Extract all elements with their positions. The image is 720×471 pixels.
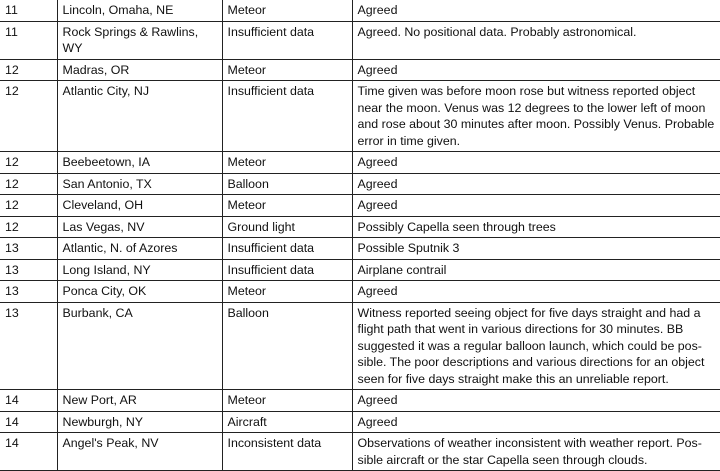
category-cell: Insufficient data <box>222 238 352 260</box>
category-cell: Insufficient data <box>222 81 352 152</box>
day-cell: 12 <box>0 59 57 81</box>
table-row <box>0 302 720 390</box>
day-cell: 13 <box>0 281 57 303</box>
category-cell: Meteor <box>222 390 352 412</box>
remarks-cell: Agreed <box>352 390 720 412</box>
location-cell: San Antonio, TX <box>57 173 222 195</box>
day-cell: 12 <box>0 81 57 152</box>
category-cell: Meteor <box>222 195 352 217</box>
table-row <box>0 238 720 260</box>
category-cell: Inconsistent data <box>222 433 352 471</box>
day-cell: 12 <box>0 173 57 195</box>
table-row <box>0 0 720 21</box>
day-cell: 14 <box>0 411 57 433</box>
table-row <box>0 59 720 81</box>
table-row <box>0 152 720 174</box>
table-row <box>0 281 720 303</box>
table-row <box>0 216 720 238</box>
remarks-cell: Agreed <box>352 195 720 217</box>
location-cell: Madras, OR <box>57 59 222 81</box>
category-cell: Aircraft <box>222 411 352 433</box>
category-cell: Meteor <box>222 0 352 21</box>
location-cell: Beebeetown, IA <box>57 152 222 174</box>
location-cell: Atlantic, N. of Azores <box>57 238 222 260</box>
table-row <box>0 173 720 195</box>
remarks-cell: Agreed <box>352 281 720 303</box>
table-row <box>0 433 720 471</box>
table-row <box>0 390 720 412</box>
location-cell: Angel's Peak, NV <box>57 433 222 471</box>
remarks-cell: Agreed <box>352 411 720 433</box>
remarks-cell: Agreed. No positional data. Probably astronomical. <box>352 21 720 59</box>
day-cell: 14 <box>0 390 57 412</box>
remarks-cell: Agreed <box>352 0 720 21</box>
location-cell: Cleveland, OH <box>57 195 222 217</box>
category-cell: Meteor <box>222 152 352 174</box>
day-cell: 13 <box>0 302 57 390</box>
remarks-cell: Agreed <box>352 59 720 81</box>
category-cell: Balloon <box>222 173 352 195</box>
location-cell: Long Island, NY <box>57 259 222 281</box>
location-cell: Burbank, CA <box>57 302 222 390</box>
remarks-cell: Airplane contrail <box>352 259 720 281</box>
remarks-cell: Agreed <box>352 173 720 195</box>
location-cell: New Port, AR <box>57 390 222 412</box>
remarks-cell: Observations of weather inconsistent with weather report. Pos-sible aircraft or the star Capella seen through clouds. <box>352 433 720 471</box>
location-cell: Newburgh, NY <box>57 411 222 433</box>
day-cell: 14 <box>0 433 57 471</box>
remarks-cell: Witness reported seeing object for five days straight and had a flight path that went in various directions for 30 minutes. BB suggested it was a regular balloon launch, which could be pos-sible. The poor descriptions and various directions for an object seen for five days straight make this an unreliable report. <box>352 302 720 390</box>
day-cell: 12 <box>0 216 57 238</box>
remarks-cell: Possible Sputnik 3 <box>352 238 720 260</box>
location-cell: Lincoln, Omaha, NE <box>57 0 222 21</box>
location-cell: Atlantic City, NJ <box>57 81 222 152</box>
category-cell: Insufficient data <box>222 21 352 59</box>
day-cell: 12 <box>0 195 57 217</box>
table-row <box>0 195 720 217</box>
table-row <box>0 259 720 281</box>
day-cell: 11 <box>0 21 57 59</box>
day-cell: 13 <box>0 238 57 260</box>
category-cell: Balloon <box>222 302 352 390</box>
table-row <box>0 21 720 59</box>
category-cell: Insufficient data <box>222 259 352 281</box>
day-cell: 12 <box>0 152 57 174</box>
remarks-cell: Agreed <box>352 152 720 174</box>
location-cell: Rock Springs & Rawlins, WY <box>57 21 222 59</box>
table-row <box>0 411 720 433</box>
day-cell: 11 <box>0 0 57 21</box>
table-row <box>0 81 720 152</box>
location-cell: Las Vegas, NV <box>57 216 222 238</box>
remarks-cell: Possibly Capella seen through trees <box>352 216 720 238</box>
category-cell: Meteor <box>222 281 352 303</box>
day-cell: 13 <box>0 259 57 281</box>
location-cell: Ponca City, OK <box>57 281 222 303</box>
category-cell: Ground light <box>222 216 352 238</box>
category-cell: Meteor <box>222 59 352 81</box>
remarks-cell: Time given was before moon rose but witness reported object near the moon. Venus was 12 degrees to the lower left of moon and rose about 30 minutes after moon. Possibly Venus. Probable error in time given. <box>352 81 720 152</box>
